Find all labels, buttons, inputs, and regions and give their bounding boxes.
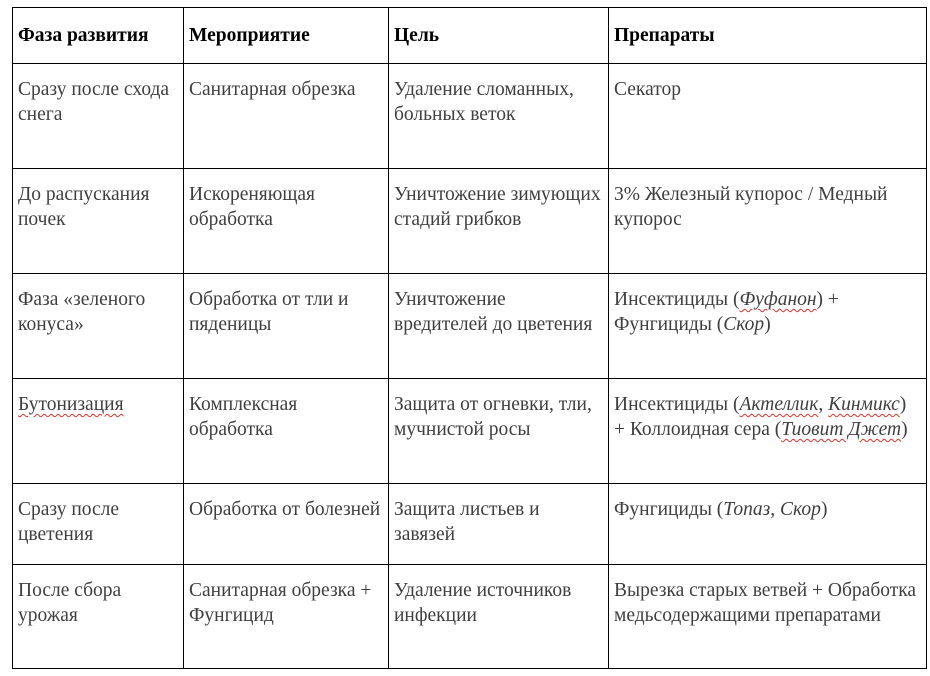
cell-phase [13,379,184,484]
cell-action: Обработка от тли и пяденицы [184,274,389,379]
cell-phase: До распускания почек [13,169,184,274]
cell-phase: После сбора урожая [13,565,184,669]
cell-action: Искореняющая обработка [184,169,389,274]
table-header-row [13,8,927,64]
table-row [13,274,927,379]
product-name-topaz: Топаз [723,499,771,520]
prep-text: ) [764,314,771,335]
prep-text: , [818,394,829,415]
product-name-skor: Скор [780,499,821,520]
cell-phase: Сразу после цветения [13,484,184,565]
cell-goal: Удаление источников инфекции [389,565,609,669]
cell-preparations: Секатор [609,64,927,169]
table-row [13,379,927,484]
cell-preparations: Вырезка старых ветвей + Обработка медьсодержащими препаратами [609,565,927,669]
cell-action: Комплексная обработка [184,379,389,484]
table-row [13,565,927,669]
cell-goal: Защита листьев и завязей [389,484,609,565]
cell-action: Санитарная обрезка + Фунгицид [184,565,389,669]
cell-action: Обработка от болезней [184,484,389,565]
product-name-kinmiks: Кинмикс [828,394,900,415]
table-row [13,169,927,274]
header-action: Мероприятие [184,8,389,64]
header-phase: Фаза развития [13,8,184,64]
cell-preparations [609,379,927,484]
product-name-skor: Скор [723,314,765,335]
prep-text: ) [901,419,908,440]
cell-goal: Защита от огневки, тли, мучнистой росы [389,379,609,484]
prep-text: ) [820,499,828,520]
table-row [13,64,927,169]
cell-preparations [609,274,927,379]
cell-preparations [609,484,927,565]
cell-action: Санитарная обрезка [184,64,389,169]
prep-text: , [770,499,781,520]
phase-text: Бутонизация [18,394,124,415]
product-name-tiovit: Тиовит Джет [781,419,902,440]
cell-preparations: 3% Железный купорос / Медный купорос [609,169,927,274]
prep-text: Фунгициды ( [614,499,724,520]
prep-text: Инсектициды ( [614,394,740,415]
cell-goal: Уничтожение зимующих стадий грибков [389,169,609,274]
table-row [13,484,927,565]
prep-text: ) + Фунгициды ( [614,289,839,335]
header-preparations: Препараты [609,8,927,64]
prep-text: ) + Коллоидная сера ( [614,394,907,440]
prep-text: Инсектициды ( [614,289,740,310]
treatment-schedule-table [12,7,927,669]
cell-phase: Сразу после схода снега [13,64,184,169]
cell-phase: Фаза «зеленого конуса» [13,274,184,379]
header-goal: Цель [389,8,609,64]
product-name-fufanon: Фуфанон [739,289,817,310]
product-name-aktellik: Актеллик [739,394,819,415]
cell-goal: Уничтожение вредителей до цветения [389,274,609,379]
cell-goal: Удаление сломанных, больных веток [389,64,609,169]
